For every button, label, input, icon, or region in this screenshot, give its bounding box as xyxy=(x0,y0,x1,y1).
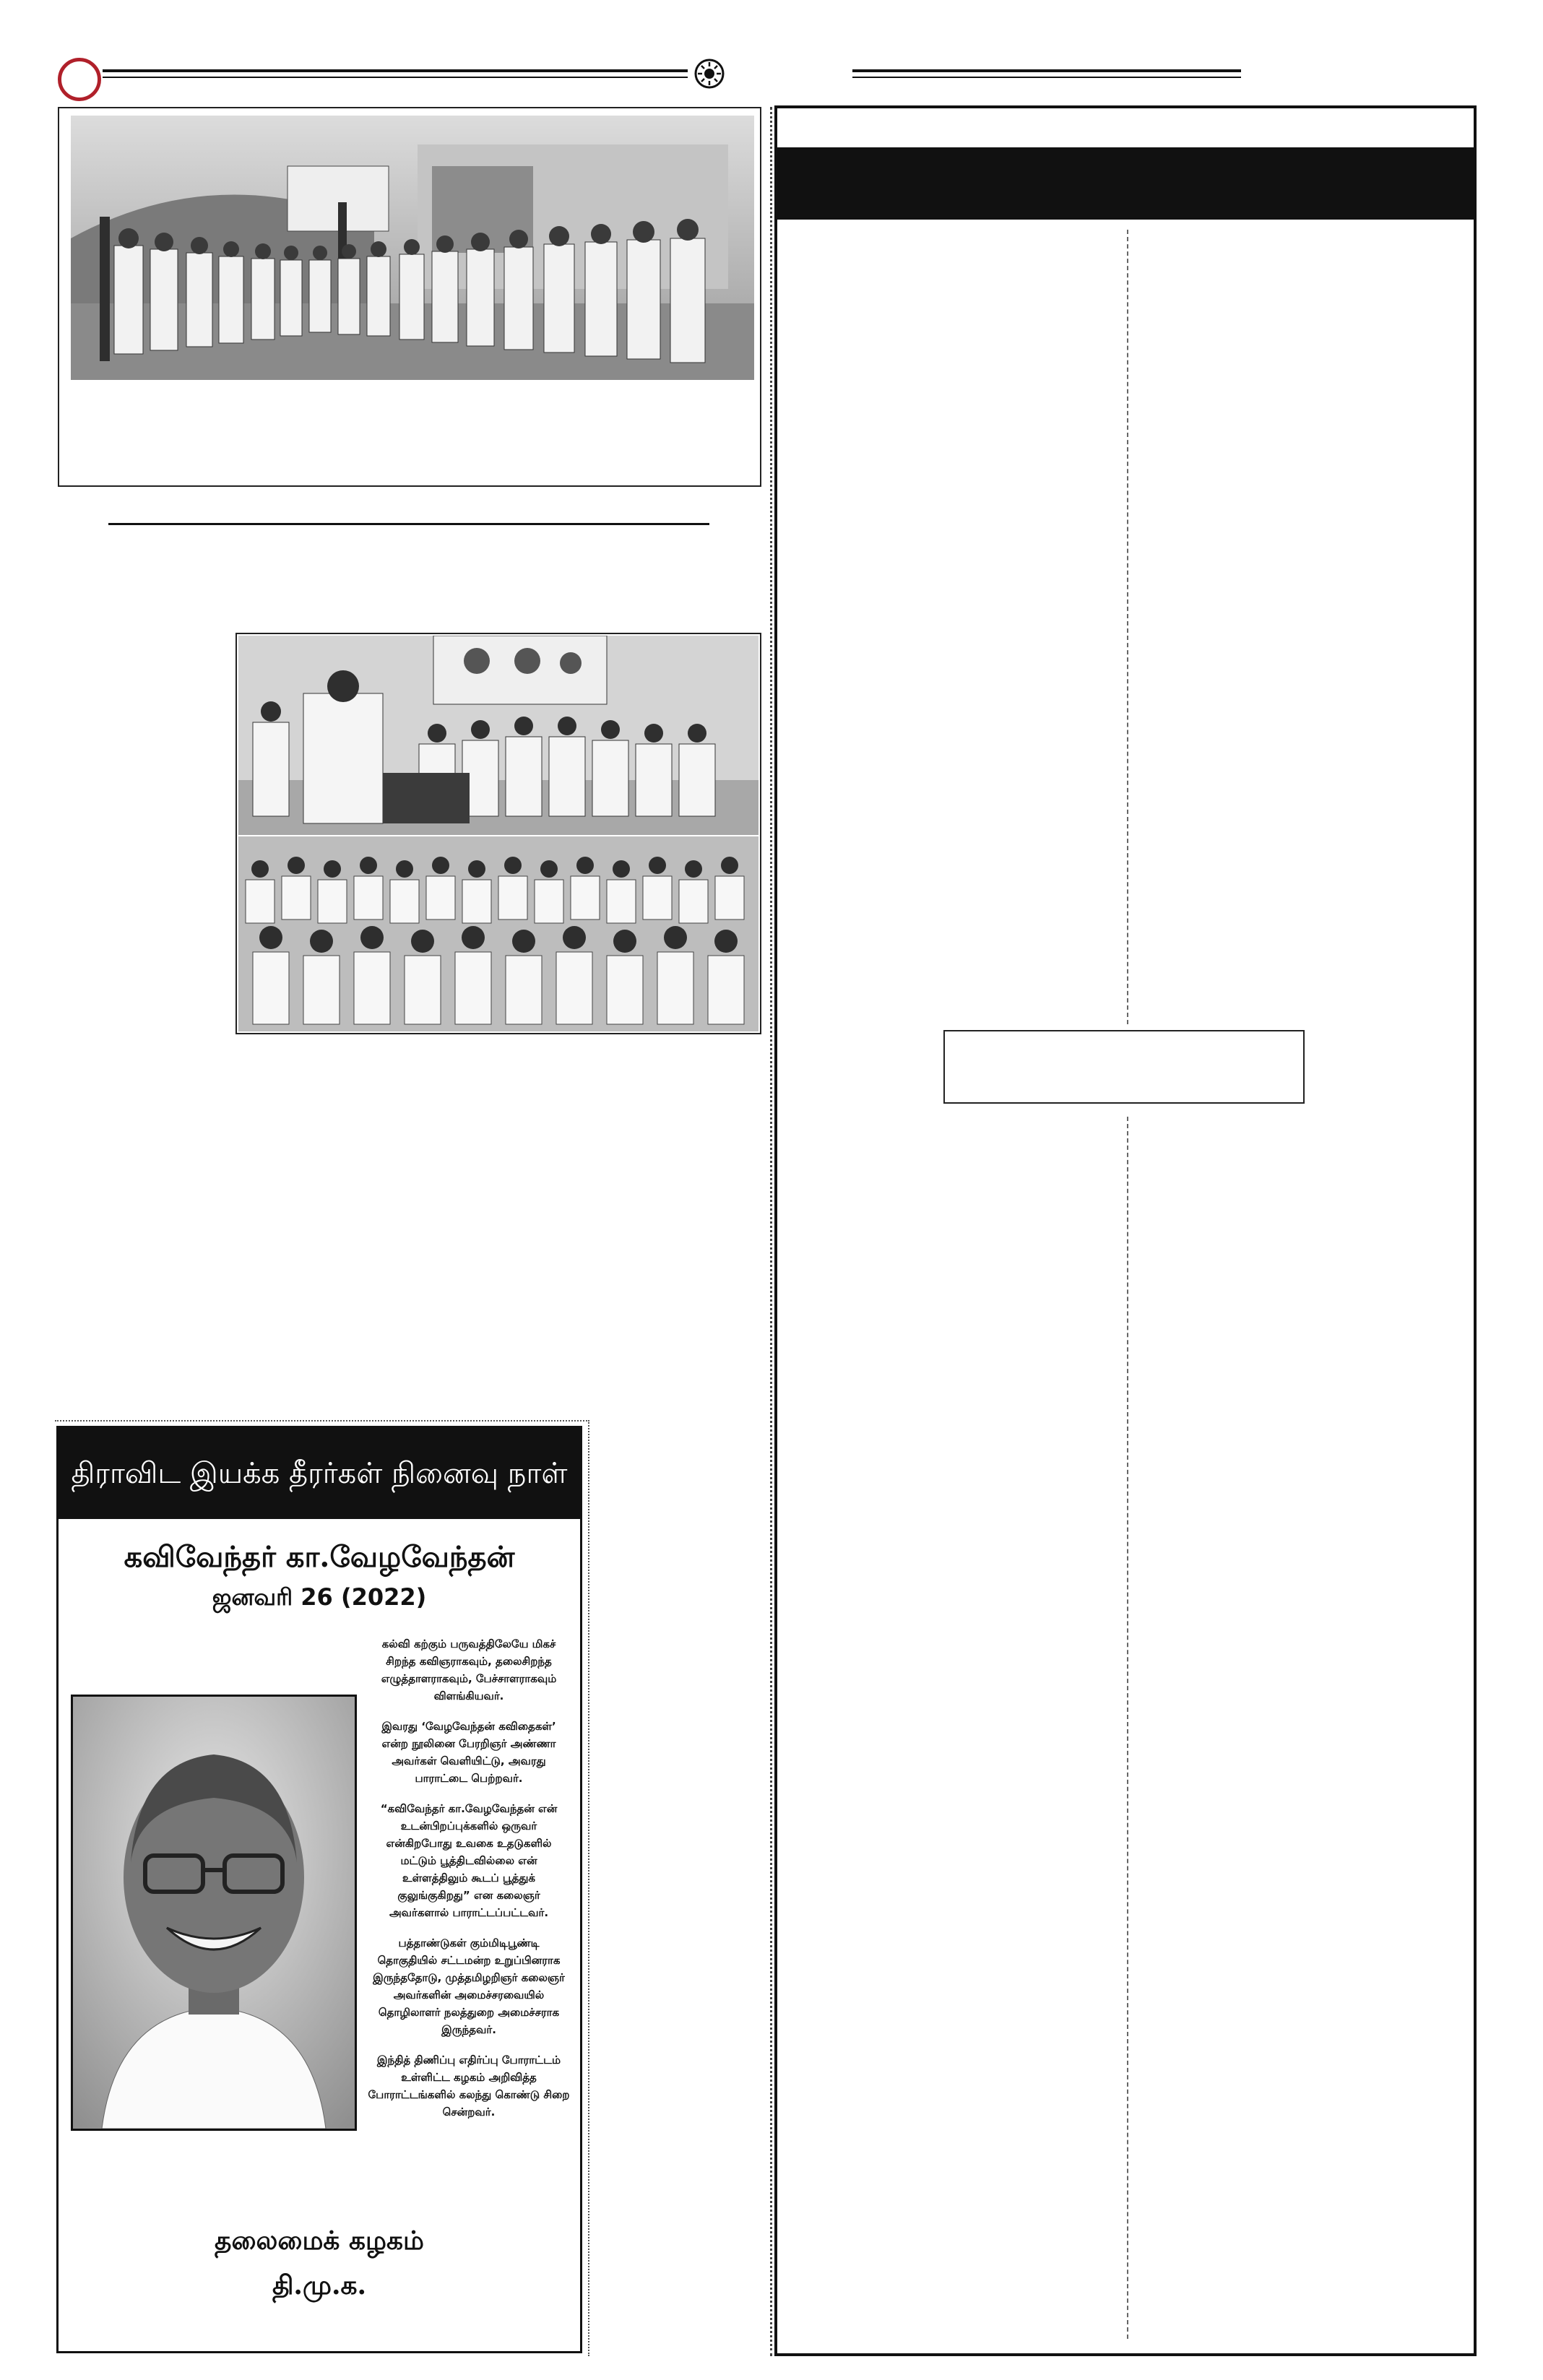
tribute-paragraph: பத்தாண்டுகள் கும்மிடிபூண்டி தொகுதியில் சட்டமன்ற உறுப்பினராக இருந்ததோடு, முத்தமிழறிஞர் கலைஞர் அவர்களின் அமைச்சரவையில் தொழிலாளர் நலத்துறை அமைச்சராக இருந்தவர். xyxy=(373,1937,565,2036)
right-panel-header-band xyxy=(777,147,1474,220)
tribute-paragraph: கல்வி கற்கும் பருவத்திலேயே மிகச் சிறந்த கவிஞராகவும், தலைசிறந்த எழுத்தாளராகவும், பேச்சாளராகவும் விளங்கியவர். xyxy=(381,1637,557,1702)
right-panel-inset-box xyxy=(943,1030,1305,1104)
tribute-person-name: கவிவேந்தர் கா.வேழவேந்தன் xyxy=(124,1540,515,1574)
tribute-date: ஜனவரி 26 (2022) xyxy=(212,1583,427,1611)
group-photo-outdoor xyxy=(71,116,754,380)
tribute-header: திராவிட இயக்க தீரர்கள் நினைவு நாள் xyxy=(71,1457,568,1490)
masthead-rule-left-thin xyxy=(103,77,688,78)
masthead-rule-right xyxy=(852,69,1241,72)
tribute-text xyxy=(367,1635,571,2134)
tribute-paragraph: இவரது ‘வேழவேந்தன் கவிதைகள்’ என்ற நூலினை பேரறிஞர் அண்ணா அவர்கள் வெளியிட்டு, அவரது பாராட்டை பெற்றவர். xyxy=(381,1720,556,1785)
masthead-rule-left xyxy=(103,69,688,72)
tribute-signature-line1: தலைமைக் கழகம் xyxy=(215,2225,424,2256)
tribute-paragraph: “கவிவேந்தர் கா.வேழவேந்தன் என் உடன்பிறப்புக்களில் ஒருவர் என்கிறபோது உவகை உதடுகளில் மட்டும் பூத்திடவில்லை என் உள்ளத்திலும் கூடப் பூத்துக் குலுங்குகிறது” என கலைஞர் அவர்களால் பாராட்டப்பட்டவர். xyxy=(380,1802,558,1919)
meeting-photo-stage xyxy=(238,636,758,835)
meeting-photo-audience xyxy=(238,836,758,1031)
portrait-photo xyxy=(73,1697,355,2129)
masthead-rule-right-thin xyxy=(852,77,1241,78)
tribute-signature-line2: தி.மு.க. xyxy=(272,2270,367,2301)
section-divider-rule xyxy=(108,523,709,525)
column-separator xyxy=(770,107,772,2356)
right-panel-column-divider-top xyxy=(1127,230,1128,1024)
tribute-paragraph: இந்தித் திணிப்பு எதிர்ப்பு போராட்டம் உள்ளிட்ட கழகம் அறிவித்த போராட்டங்களில் கலந்து கொண்டு சிறை சென்றவர். xyxy=(368,2054,570,2119)
page-number-circle-icon xyxy=(58,58,101,101)
right-panel-box xyxy=(774,105,1477,2356)
right-panel-column-divider-bottom xyxy=(1127,1117,1128,2339)
sun-emblem-icon xyxy=(693,58,725,90)
